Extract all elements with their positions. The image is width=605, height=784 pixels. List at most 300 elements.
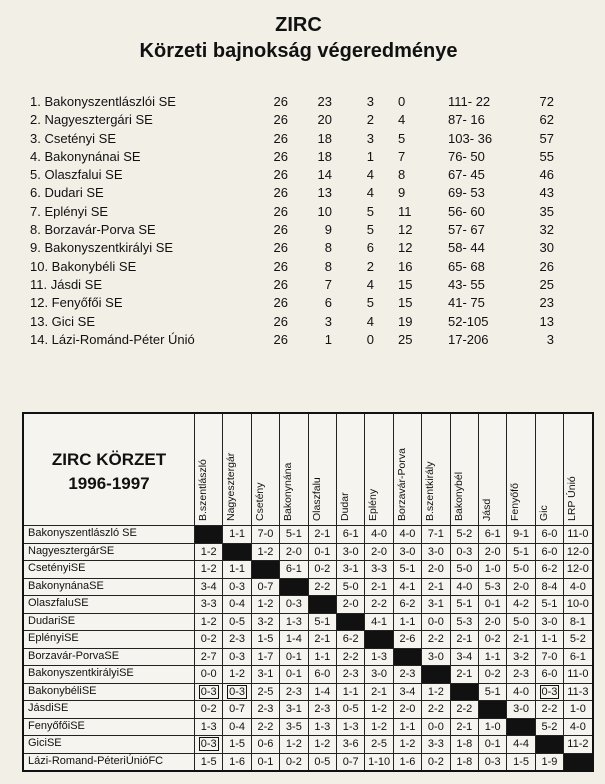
column-header xyxy=(222,414,251,525)
result-score: 2-1 xyxy=(456,668,473,680)
result-cell xyxy=(421,525,449,543)
standings-name: 4. Bakonynánai SE xyxy=(30,148,141,164)
result-score: 3-0 xyxy=(427,650,444,663)
result-score: 1-2 xyxy=(285,738,302,750)
result-score: 1-2 xyxy=(399,738,416,750)
standings-g: 52-105 xyxy=(448,313,489,329)
result-score: 6-1 xyxy=(342,528,359,540)
standings-w: 6 xyxy=(324,295,332,311)
result-score: 1-2 xyxy=(314,738,331,750)
result-score: 4-2 xyxy=(513,598,530,610)
result-score: 1-2 xyxy=(427,685,444,698)
result-cell xyxy=(450,718,478,736)
result-score: 1-3 xyxy=(200,720,217,733)
result-cell xyxy=(450,648,478,666)
standings-pts: 55 xyxy=(539,148,554,164)
result-score: 5-3 xyxy=(456,615,473,628)
result-score: 2-0 xyxy=(342,598,359,610)
result-cell xyxy=(506,595,534,613)
result-cell xyxy=(222,613,250,631)
result-score: 6-1 xyxy=(484,528,501,540)
result-cell xyxy=(421,560,449,578)
result-cell xyxy=(194,700,222,718)
result-score: 0-1 xyxy=(257,755,274,768)
column-header xyxy=(478,414,507,525)
diagonal-cell xyxy=(364,630,392,648)
result-cell xyxy=(279,648,307,666)
standings-p: 26 xyxy=(273,203,288,219)
result-score: 1-2 xyxy=(200,615,217,628)
result-score: 2-0 xyxy=(484,615,501,628)
result-cell xyxy=(563,595,591,613)
standings-l: 15 xyxy=(398,276,413,292)
result-score: 9-1 xyxy=(513,528,530,540)
result-score: 12-0 xyxy=(566,563,589,575)
result-score: 5-1 xyxy=(314,615,331,628)
result-cell xyxy=(563,665,591,683)
diagonal-cell xyxy=(563,753,591,771)
result-score: 1-0 xyxy=(484,720,501,733)
result-cell xyxy=(194,595,222,613)
result-score: 5-2 xyxy=(569,633,586,645)
result-cell xyxy=(364,665,392,683)
result-cell xyxy=(563,560,591,578)
row-team-name: Bakonyszentlászló SE xyxy=(28,527,137,539)
result-score: 1-5 xyxy=(200,755,217,768)
result-cell xyxy=(194,753,222,771)
result-score: 0-2 xyxy=(285,755,302,768)
result-score: 6-0 xyxy=(314,668,331,680)
result-cell xyxy=(450,665,478,683)
result-score: 1-0 xyxy=(484,563,501,575)
result-cell xyxy=(251,543,279,561)
result-score: 11-0 xyxy=(567,668,589,680)
standings-p: 26 xyxy=(273,222,288,238)
standings-l: 4 xyxy=(398,112,406,128)
result-cell xyxy=(478,595,506,613)
result-score: 3-0 xyxy=(399,545,416,558)
result-score: 2-2 xyxy=(371,598,388,610)
result-cell xyxy=(421,543,449,561)
result-score: 6-2 xyxy=(342,633,359,645)
result-cell xyxy=(308,525,336,543)
result-cell xyxy=(336,543,364,561)
standings-d: 6 xyxy=(366,240,374,256)
standings-p: 26 xyxy=(273,276,288,292)
result-cell xyxy=(279,543,307,561)
result-score: 4-0 xyxy=(513,685,530,698)
standings-pts: 46 xyxy=(539,167,554,183)
results-grid-box xyxy=(22,412,594,772)
standings-pts: 25 xyxy=(539,276,554,292)
result-cell xyxy=(421,700,449,718)
result-cell xyxy=(364,560,392,578)
standings-pts: 57 xyxy=(539,130,554,146)
standings-p: 26 xyxy=(273,94,288,109)
result-score: 0-2 xyxy=(314,563,331,575)
result-score: 0-7 xyxy=(229,703,246,715)
standings-p: 26 xyxy=(273,313,288,329)
result-cell xyxy=(450,578,478,596)
result-score: 6-1 xyxy=(285,563,302,575)
row-team-name: FenyőfőiSE xyxy=(28,719,85,732)
result-score: 5-1 xyxy=(456,598,473,610)
row-team-name: BakonybéliSE xyxy=(28,684,97,697)
result-cell xyxy=(364,613,392,631)
result-score: 3-0 xyxy=(427,545,444,558)
result-cell xyxy=(194,578,222,596)
result-score: 2-2 xyxy=(456,703,473,715)
standings-g: 76- 50 xyxy=(448,148,485,164)
result-cell xyxy=(308,560,336,578)
standings-g: 43- 55 xyxy=(448,276,485,292)
result-score: 3-0 xyxy=(541,615,558,628)
standings-g: 58- 44 xyxy=(448,240,485,256)
result-cell xyxy=(308,753,336,771)
standings-g: 69- 53 xyxy=(448,185,485,201)
standings-l: 12 xyxy=(398,240,413,256)
result-cell xyxy=(194,560,222,578)
column-header-label: LRP Únió xyxy=(566,476,579,521)
result-cell xyxy=(279,560,307,578)
standings-pts: 62 xyxy=(539,112,554,128)
standings-d: 5 xyxy=(366,203,374,219)
standings-p: 26 xyxy=(273,331,288,347)
standings-g: 103- 36 xyxy=(448,130,493,146)
result-score: 4-1 xyxy=(399,580,416,593)
result-cell xyxy=(308,648,336,666)
result-cell xyxy=(194,613,222,631)
result-cell xyxy=(450,700,478,718)
result-cell xyxy=(279,630,307,648)
result-score: 2-1 xyxy=(427,580,444,593)
result-cell xyxy=(450,735,478,753)
result-cell xyxy=(251,735,279,753)
standings-p: 26 xyxy=(273,130,288,146)
result-score: 5-0 xyxy=(456,563,473,575)
result-score: 1-10 xyxy=(368,755,391,768)
result-score: 0-6 xyxy=(257,738,274,750)
result-cell xyxy=(478,543,506,561)
result-score: 11-2 xyxy=(567,738,589,750)
standings-w: 7 xyxy=(324,276,332,292)
column-header xyxy=(563,414,592,525)
standings-p: 26 xyxy=(273,167,288,183)
standings-name: 6. Dudari SE xyxy=(30,185,104,201)
result-cell xyxy=(563,683,591,701)
standings-w: 1 xyxy=(324,331,332,347)
standings-name: 12. Fenyőfői SE xyxy=(30,295,123,311)
result-cell xyxy=(364,753,392,771)
result-cell xyxy=(421,753,449,771)
result-cell xyxy=(364,525,392,543)
result-cell xyxy=(478,578,506,596)
result-score: 7-0 xyxy=(541,650,558,663)
result-cell xyxy=(222,630,250,648)
result-cell xyxy=(336,665,364,683)
result-score: 5-0 xyxy=(513,563,530,575)
standings-d: 5 xyxy=(366,295,374,311)
standings-name: 2. Nagyesztergári SE xyxy=(30,112,153,128)
result-cell xyxy=(308,578,336,596)
result-score: 2-3 xyxy=(342,668,359,680)
result-score: 2-5 xyxy=(257,685,274,698)
standings-w: 8 xyxy=(324,240,332,256)
result-cell xyxy=(535,648,563,666)
result-cell xyxy=(393,700,421,718)
result-cell xyxy=(393,543,421,561)
result-score: 2-0 xyxy=(427,563,444,575)
column-header xyxy=(506,414,535,525)
row-team-name: BakonyszentkirályiSE xyxy=(28,667,134,679)
result-score: 3-0 xyxy=(513,703,530,715)
result-score: 2-2 xyxy=(427,633,444,645)
result-cell xyxy=(478,613,506,631)
result-cell xyxy=(450,560,478,578)
column-header xyxy=(364,414,393,525)
result-cell xyxy=(563,630,591,648)
result-score: 5-1 xyxy=(541,598,558,610)
standings-w: 14 xyxy=(317,167,332,183)
result-score: 1-7 xyxy=(257,650,274,663)
result-cell xyxy=(535,700,563,718)
result-cell xyxy=(421,683,449,701)
result-score: 2-5 xyxy=(371,738,388,750)
column-header-label: Gic xyxy=(537,505,550,521)
result-score: 1-2 xyxy=(200,545,217,558)
result-score: 0-4 xyxy=(229,598,246,610)
result-cell xyxy=(563,735,591,753)
result-score: 6-2 xyxy=(399,598,416,610)
result-cell xyxy=(478,683,506,701)
result-cell xyxy=(421,648,449,666)
result-cell xyxy=(506,753,534,771)
result-score: 1-9 xyxy=(541,755,558,768)
result-cell xyxy=(364,735,392,753)
result-cell xyxy=(364,683,392,701)
result-score: 1-1 xyxy=(229,528,246,540)
result-score: 0-0 xyxy=(427,615,444,628)
result-cell xyxy=(563,525,591,543)
diagonal-cell xyxy=(506,718,534,736)
result-score: 2-7 xyxy=(200,650,217,663)
result-score: 7-0 xyxy=(257,528,274,540)
standings-l: 16 xyxy=(398,258,413,274)
standings-w: 20 xyxy=(317,112,332,128)
result-score: 8-1 xyxy=(569,615,586,628)
result-score: 0-7 xyxy=(257,580,274,593)
result-score: 0-3 xyxy=(200,738,217,750)
result-score: 6-0 xyxy=(541,668,558,680)
page-subtitle: Körzeti bajnokság végeredménye xyxy=(139,40,458,62)
standings-g: 56- 60 xyxy=(448,203,485,219)
result-score: 2-0 xyxy=(285,545,302,558)
result-score: 1-4 xyxy=(285,633,302,645)
standings-name: 1. Bakonyszentlászlói SE xyxy=(30,94,176,109)
column-header xyxy=(393,414,422,525)
result-score: 2-1 xyxy=(314,528,331,540)
column-header xyxy=(194,414,223,525)
result-score: 1-2 xyxy=(257,545,274,558)
standings-l: 25 xyxy=(398,331,413,347)
result-score: 1-2 xyxy=(371,720,388,733)
result-cell xyxy=(563,700,591,718)
column-header-label: Eplény xyxy=(367,488,380,521)
result-cell xyxy=(478,665,506,683)
result-cell xyxy=(222,578,250,596)
result-score: 0-4 xyxy=(229,720,246,733)
result-cell xyxy=(251,718,279,736)
result-score: 0-1 xyxy=(484,738,501,750)
standings-d: 4 xyxy=(366,185,374,201)
result-score: 2-6 xyxy=(399,633,416,645)
result-cell xyxy=(506,613,534,631)
standings-g: 87- 16 xyxy=(448,112,485,128)
result-score: 0-1 xyxy=(285,650,302,663)
row-team-name: CsetényiSE xyxy=(28,562,86,574)
result-cell xyxy=(506,665,534,683)
result-score: 2-3 xyxy=(257,703,274,715)
result-cell xyxy=(251,613,279,631)
result-score: 0-1 xyxy=(314,545,331,558)
result-score: 11-0 xyxy=(567,528,589,540)
result-cell xyxy=(336,648,364,666)
result-cell xyxy=(308,630,336,648)
result-score: 2-2 xyxy=(314,580,331,593)
result-cell xyxy=(506,578,534,596)
grid-title-line2: 1996-1997 xyxy=(68,474,150,493)
result-score: 0-5 xyxy=(229,615,246,628)
result-score: 5-2 xyxy=(541,720,558,733)
result-score: 2-1 xyxy=(314,633,331,645)
result-cell xyxy=(535,665,563,683)
standings-d: 2 xyxy=(366,258,374,274)
standings-l: 5 xyxy=(398,130,406,146)
standings-w: 18 xyxy=(317,130,332,146)
result-cell xyxy=(308,718,336,736)
standings-pts: 13 xyxy=(539,313,554,329)
result-score: 2-2 xyxy=(541,703,558,715)
result-score: 0-3 xyxy=(541,685,558,698)
result-cell xyxy=(393,595,421,613)
result-score: 4-0 xyxy=(371,528,388,540)
result-cell xyxy=(506,735,534,753)
standings-pts: 3 xyxy=(546,331,554,347)
result-cell xyxy=(450,525,478,543)
result-cell xyxy=(222,648,250,666)
result-cell xyxy=(535,613,563,631)
result-cell xyxy=(421,595,449,613)
row-team-name: GiciSE xyxy=(28,737,62,749)
result-cell xyxy=(393,525,421,543)
standings-l: 7 xyxy=(398,148,406,164)
result-score: 5-1 xyxy=(399,563,416,575)
result-score: 3-4 xyxy=(399,685,416,698)
result-score: 1-2 xyxy=(257,598,274,610)
result-cell xyxy=(478,735,506,753)
result-cell xyxy=(194,543,222,561)
standings-p: 26 xyxy=(273,295,288,311)
result-cell xyxy=(194,665,222,683)
row-team-name: EplényiSE xyxy=(28,632,79,644)
result-score: 3-0 xyxy=(371,668,388,680)
result-score: 2-1 xyxy=(456,720,473,733)
grid-title xyxy=(30,448,188,496)
result-score: 0-2 xyxy=(200,703,217,715)
result-score: 5-3 xyxy=(484,580,501,593)
standings-l: 9 xyxy=(398,185,406,201)
result-cell xyxy=(478,525,506,543)
result-score: 0-3 xyxy=(456,545,473,558)
result-score: 4-0 xyxy=(399,528,416,540)
result-score: 1-2 xyxy=(229,668,246,680)
result-cell xyxy=(506,560,534,578)
result-score: 1-6 xyxy=(399,755,416,768)
standings-l: 8 xyxy=(398,167,406,183)
result-cell xyxy=(308,665,336,683)
result-score: 1-3 xyxy=(314,720,331,733)
standings-l: 11 xyxy=(398,203,412,219)
result-score: 5-1 xyxy=(484,685,501,698)
result-score: 2-3 xyxy=(513,668,530,680)
result-score: 3-1 xyxy=(427,598,444,610)
diagonal-cell xyxy=(478,700,506,718)
standings-w: 10 xyxy=(317,203,332,219)
result-score: 0-1 xyxy=(285,668,302,680)
standings-name: 9. Bakonyszentkirályi SE xyxy=(30,240,174,256)
result-cell xyxy=(421,613,449,631)
column-header-label: Bakonybél xyxy=(452,471,465,521)
result-score: 2-3 xyxy=(285,685,302,698)
result-score: 0-7 xyxy=(342,755,359,768)
result-cell xyxy=(563,613,591,631)
result-cell xyxy=(478,648,506,666)
standings-d: 4 xyxy=(366,167,374,183)
standings-d: 0 xyxy=(366,331,374,347)
standings-name: 8. Borzavár-Porva SE xyxy=(30,222,156,238)
row-team-name: JásdiSE xyxy=(28,702,69,714)
result-score: 1-3 xyxy=(342,720,359,733)
result-score: 2-0 xyxy=(484,545,501,558)
result-score: 3-1 xyxy=(285,703,302,715)
result-score: 6-0 xyxy=(541,528,558,540)
result-score: 3-1 xyxy=(342,563,359,575)
result-cell xyxy=(535,718,563,736)
column-header xyxy=(308,414,337,525)
result-score: 0-3 xyxy=(229,685,246,698)
result-score: 1-1 xyxy=(484,650,501,663)
result-cell xyxy=(251,648,279,666)
result-score: 2-0 xyxy=(399,703,416,715)
result-cell xyxy=(478,753,506,771)
standings-l: 19 xyxy=(398,313,413,329)
standings-w: 23 xyxy=(317,94,332,109)
result-score: 0-2 xyxy=(427,755,444,768)
result-score: 3-2 xyxy=(257,615,274,628)
result-score: 2-1 xyxy=(371,580,388,593)
result-score: 1-0 xyxy=(569,703,586,715)
column-header-label: Borzavár-Porva xyxy=(395,448,408,521)
result-cell xyxy=(222,683,250,701)
result-cell xyxy=(478,630,506,648)
result-cell xyxy=(563,648,591,666)
result-cell xyxy=(194,648,222,666)
standings-g: 17-206 xyxy=(448,331,489,347)
result-cell xyxy=(478,560,506,578)
result-cell xyxy=(279,683,307,701)
standings-pts: 26 xyxy=(539,258,554,274)
standings-g: 65- 68 xyxy=(448,258,485,274)
